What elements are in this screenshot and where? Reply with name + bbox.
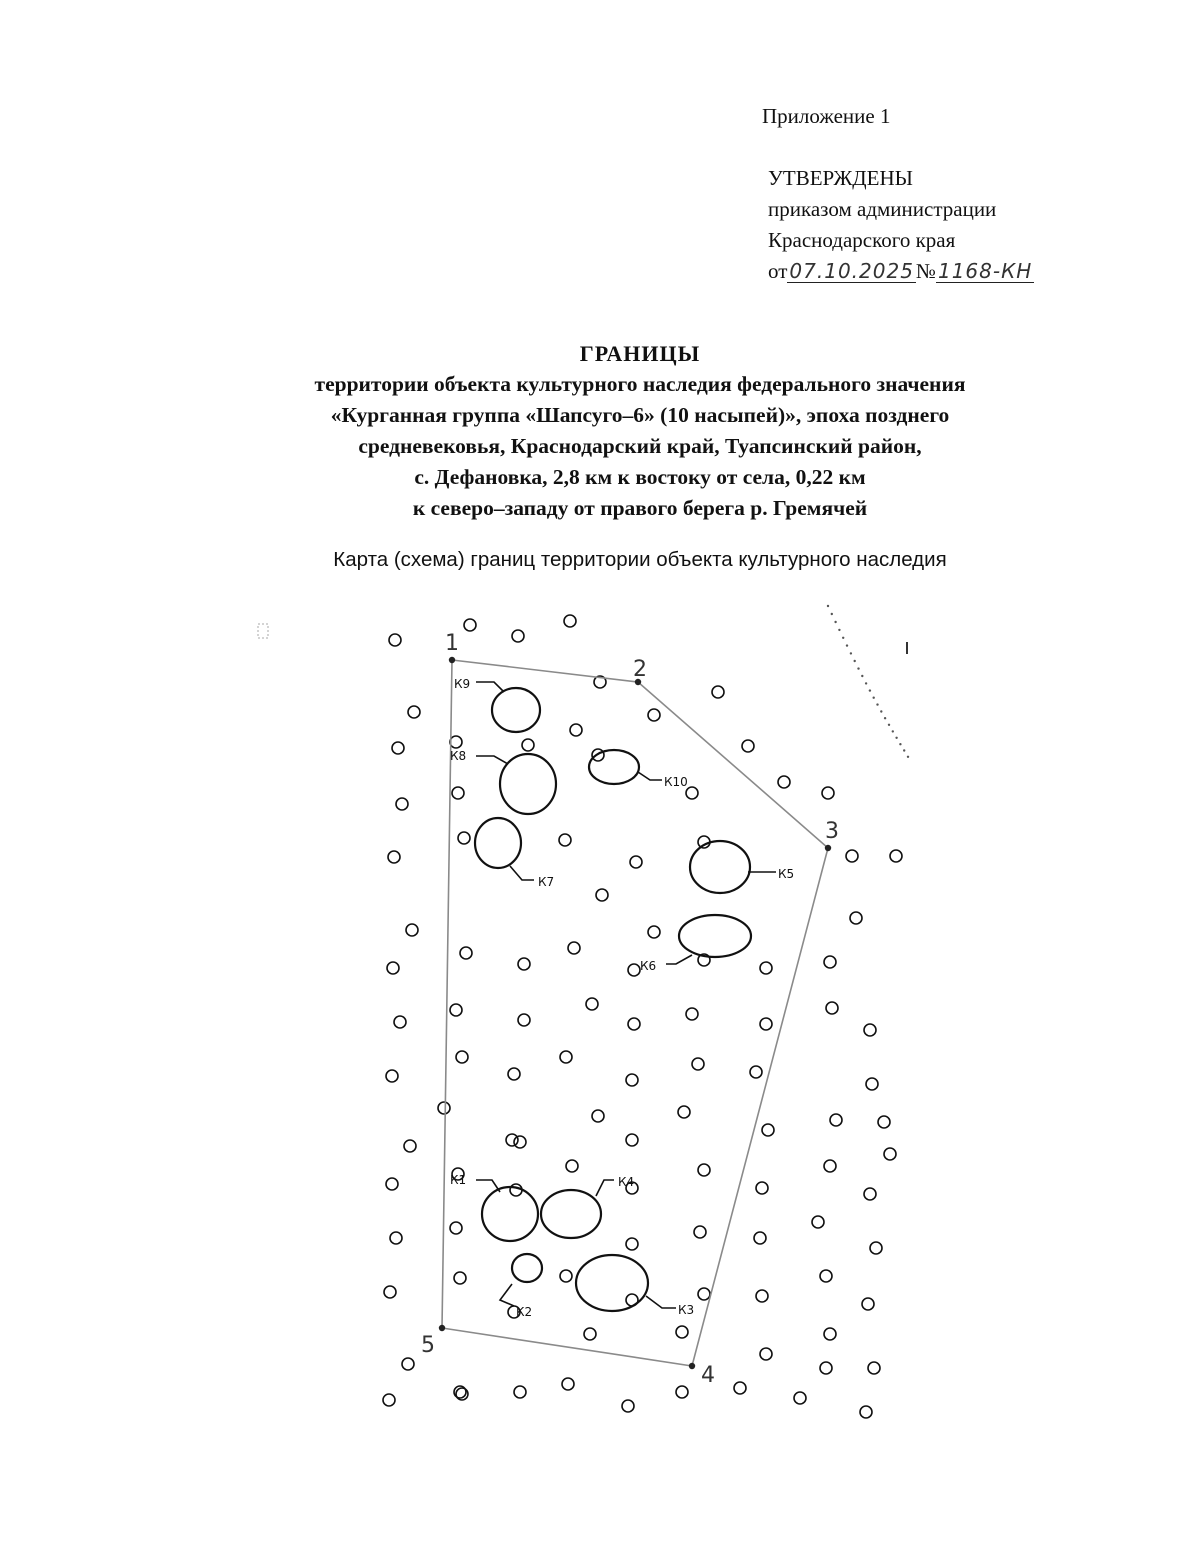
tree-marker — [824, 1160, 836, 1172]
mound-outline — [500, 754, 556, 814]
boundary-layer — [442, 660, 828, 1366]
boundary-point-label: 1 — [445, 631, 459, 656]
mound-outline — [576, 1255, 648, 1311]
mound-label: К3 — [678, 1303, 695, 1317]
mound-outline — [482, 1187, 538, 1241]
tree-marker — [884, 1148, 896, 1160]
contour-dot — [884, 717, 886, 719]
tree-marker — [586, 998, 598, 1010]
tree-marker — [438, 1102, 450, 1114]
appendix-label: Приложение 1 — [762, 104, 891, 128]
contour-dot — [873, 697, 875, 699]
mound-leader-line — [666, 955, 692, 964]
tree-marker — [450, 1222, 462, 1234]
title-heading: ГРАНИЦЫ — [579, 341, 701, 366]
tree-marker — [630, 856, 642, 868]
tree-marker — [698, 1288, 710, 1300]
title-line-5: к северо–западу от правого берега р. Гремячей — [412, 496, 868, 520]
mound-outline — [690, 841, 750, 893]
contour-dot — [827, 605, 829, 607]
tree-marker — [830, 1114, 842, 1126]
tree-marker — [387, 962, 399, 974]
tree-marker — [512, 630, 524, 642]
contour-dot — [834, 621, 836, 623]
tree-marker — [686, 787, 698, 799]
tree-marker — [510, 1184, 522, 1196]
mound-label: К1 — [450, 1173, 467, 1187]
order-line-2: Краснодарского края — [768, 228, 956, 252]
order-line-1: приказом администрации — [768, 197, 997, 221]
boundary-point-label: 4 — [701, 1363, 715, 1388]
date-prefix: от — [768, 259, 788, 283]
mound-leader-line — [596, 1180, 614, 1196]
mound-leader-line — [476, 682, 504, 692]
tree-marker — [698, 1164, 710, 1176]
tree-marker — [596, 889, 608, 901]
tree-marker — [678, 1106, 690, 1118]
tree-marker — [794, 1392, 806, 1404]
tree-marker — [392, 742, 404, 754]
boundary-point-5 — [439, 1325, 445, 1331]
boundary-point-4 — [689, 1363, 695, 1369]
tree-marker — [388, 851, 400, 863]
boundary-point-label: 3 — [825, 819, 839, 844]
tree-marker — [734, 1382, 746, 1394]
boundary-polygon — [442, 660, 828, 1366]
mound-leader-line — [646, 1296, 676, 1308]
boundary-point-3 — [825, 845, 831, 851]
tree-marker — [820, 1362, 832, 1374]
tree-marker — [750, 1066, 762, 1078]
tree-marker — [628, 964, 640, 976]
tree-marker — [626, 1074, 638, 1086]
tree-marker — [406, 924, 418, 936]
tree-marker — [824, 956, 836, 968]
mound-label: К5 — [778, 867, 795, 881]
tree-marker — [824, 1328, 836, 1340]
contour-dot — [892, 730, 894, 732]
tree-marker — [864, 1188, 876, 1200]
mound-label: К6 — [640, 959, 657, 973]
scan-mark — [258, 624, 268, 638]
tree-marker — [686, 1008, 698, 1020]
tree-marker — [564, 615, 576, 627]
contour-dot — [857, 667, 859, 669]
tree-marker — [454, 1272, 466, 1284]
tree-marker — [383, 1394, 395, 1406]
title-line-2: «Курганная группа «Шапсуго–6» (10 насыпей)», эпоха позднего — [330, 403, 950, 427]
contour-dot — [876, 703, 878, 705]
boundary-point-label: 2 — [633, 657, 647, 682]
tree-marker — [756, 1182, 768, 1194]
tree-marker — [452, 787, 464, 799]
contour-dot — [865, 682, 867, 684]
tree-marker — [386, 1070, 398, 1082]
tree-marker — [850, 912, 862, 924]
tree-marker — [626, 1134, 638, 1146]
tree-marker — [592, 1110, 604, 1122]
scan-mark — [906, 642, 908, 654]
contour-dot — [895, 737, 897, 739]
boundary-point-label: 5 — [421, 1333, 435, 1358]
tree-marker — [562, 1378, 574, 1390]
tree-marker — [870, 1242, 882, 1254]
contour-dot — [899, 743, 901, 745]
tree-marker — [559, 834, 571, 846]
tree-marker — [622, 1400, 634, 1412]
tree-marker — [522, 739, 534, 751]
tree-marker — [756, 1290, 768, 1302]
contour-dot — [880, 710, 882, 712]
contour-dot — [907, 756, 909, 758]
tree-marker — [694, 1226, 706, 1238]
tree-marker — [514, 1386, 526, 1398]
tree-marker — [408, 706, 420, 718]
tree-marker — [692, 1058, 704, 1070]
tree-marker — [862, 1298, 874, 1310]
mound-leader-line — [638, 772, 662, 780]
tree-marker — [389, 634, 401, 646]
tree-marker — [778, 776, 790, 788]
contour-dot — [831, 613, 833, 615]
contour-dot — [888, 724, 890, 726]
tree-marker — [820, 1270, 832, 1282]
contour-dot — [903, 749, 905, 751]
mound-leader-line — [500, 1284, 514, 1306]
boundary-point-1 — [449, 657, 455, 663]
mound-label: К7 — [538, 875, 555, 889]
tree-marker — [570, 724, 582, 736]
tree-marker — [812, 1216, 824, 1228]
mound-outline — [541, 1190, 601, 1238]
tree-marker — [518, 958, 530, 970]
tree-marker — [648, 926, 660, 938]
tree-marker — [456, 1051, 468, 1063]
tree-marker — [404, 1140, 416, 1152]
tree-marker — [390, 1232, 402, 1244]
tree-marker — [868, 1362, 880, 1374]
title-line-3: средневековья, Краснодарский край, Туапсинский район, — [358, 434, 922, 458]
approved-heading: УТВЕРЖДЕНЫ — [768, 166, 913, 190]
tree-marker — [860, 1406, 872, 1418]
tree-marker — [676, 1326, 688, 1338]
tree-marker — [754, 1232, 766, 1244]
tree-marker — [584, 1328, 596, 1340]
tree-marker — [402, 1358, 414, 1370]
contour-dot — [850, 652, 852, 654]
tree-marker — [760, 1348, 772, 1360]
tree-marker — [508, 1068, 520, 1080]
mound-leader-line — [476, 756, 508, 764]
point-layer — [421, 631, 839, 1388]
contour-dot — [842, 637, 844, 639]
tree-marker — [514, 1136, 526, 1148]
tree-marker — [878, 1116, 890, 1128]
tree-marker — [506, 1134, 518, 1146]
mound-outline — [679, 915, 751, 957]
tree-marker — [742, 740, 754, 752]
tree-marker — [676, 1386, 688, 1398]
contour-dot — [854, 660, 856, 662]
mound-outline — [492, 688, 540, 732]
tree-marker — [866, 1078, 878, 1090]
tree-marker — [450, 736, 462, 748]
tree-marker — [566, 1160, 578, 1172]
order-number: 1168-КН — [937, 259, 1033, 283]
mound-label: К2 — [516, 1305, 533, 1319]
contour-dot — [838, 629, 840, 631]
mound-label: К8 — [450, 749, 467, 763]
tree-marker — [626, 1238, 638, 1250]
mound-label: К10 — [664, 775, 688, 789]
tree-marker — [386, 1178, 398, 1190]
mound-leader-line — [510, 866, 534, 880]
tree-marker — [518, 1014, 530, 1026]
tree-marker — [568, 942, 580, 954]
tree-marker — [560, 1270, 572, 1282]
tree-marker — [864, 1024, 876, 1036]
tree-marker — [396, 798, 408, 810]
contour-dot — [861, 675, 863, 677]
tree-marker — [394, 1016, 406, 1028]
order-date: 07.10.2025 — [789, 259, 914, 283]
mound-outline — [475, 818, 521, 868]
mound-outline — [512, 1254, 542, 1282]
tree-marker — [560, 1051, 572, 1063]
mound-label: К9 — [454, 677, 471, 691]
tree-marker — [822, 787, 834, 799]
dotted-contour — [258, 605, 909, 758]
tree-marker — [450, 1004, 462, 1016]
mound-outline — [589, 750, 639, 784]
tree-marker — [762, 1124, 774, 1136]
tree-marker — [460, 947, 472, 959]
number-prefix: № — [915, 259, 936, 283]
tree-marker — [458, 832, 470, 844]
tree-marker — [890, 850, 902, 862]
tree-marker — [648, 709, 660, 721]
map-caption: Карта (схема) границ территории объекта культурного наследия — [333, 548, 947, 571]
tree-marker — [628, 1018, 640, 1030]
mound-label: К4 — [618, 1175, 635, 1189]
tree-marker — [760, 1018, 772, 1030]
contour-dot — [869, 689, 871, 691]
tree-marker — [826, 1002, 838, 1014]
tree-marker — [712, 686, 724, 698]
tree-marker — [760, 962, 772, 974]
contour-dot — [846, 644, 848, 646]
title-line-4: с. Дефановка, 2,8 км к востоку от села, 0,22 км — [414, 465, 866, 489]
tree-marker — [846, 850, 858, 862]
tree-marker — [384, 1286, 396, 1298]
title-line-1: территории объекта культурного наследия федерального значения — [314, 372, 966, 396]
tree-marker — [464, 619, 476, 631]
